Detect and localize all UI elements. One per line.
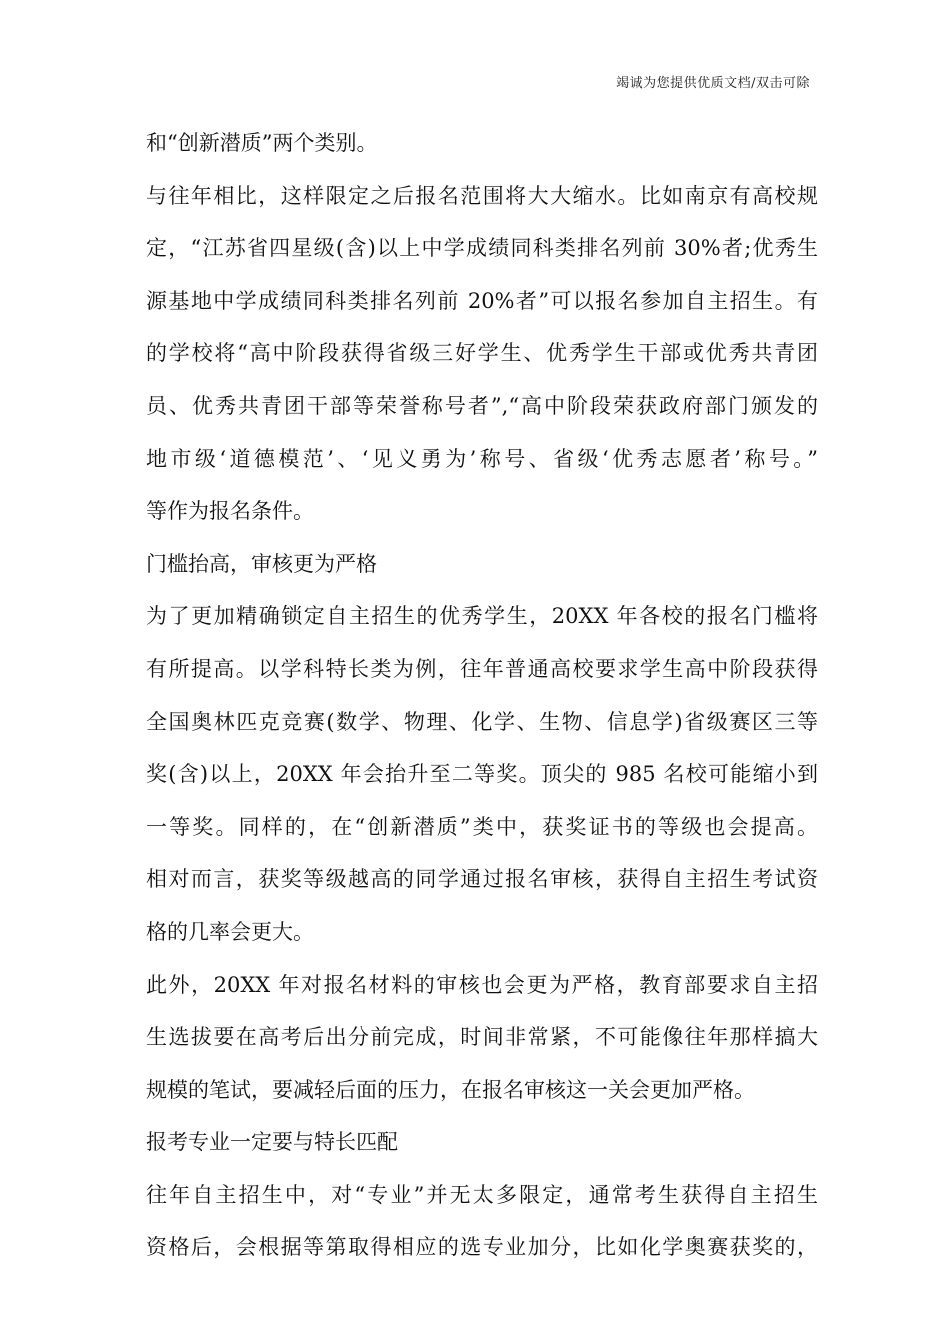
- text-line: 往年自主招生中，对“专业”并无太多限定，通常考生获得自主招生: [146, 1182, 818, 1207]
- text-line: 全国奥林匹克竞赛(数学、物理、化学、生物、信息学)省级赛区三等: [146, 709, 818, 734]
- text-line: 资格后，会根据等第取得相应的选专业加分，比如化学奥赛获奖的，: [146, 1235, 818, 1260]
- text-line: 地市级‘道德模范’、‘见义勇为’称号、省级‘优秀志愿者’称号。”: [146, 446, 818, 471]
- text-line: 等作为报名条件。: [146, 499, 314, 524]
- text-line: 源基地中学成绩同科类排名列前 20%者”可以报名参加自主招生。有: [146, 288, 818, 313]
- text-line: 奖(含)以上，20XX 年会抬升至二等奖。顶尖的 985 名校可能缩小到: [146, 762, 818, 787]
- text-line: 有所提高。以学科特长类为例，往年普通高校要求学生高中阶段获得: [146, 656, 818, 681]
- text-line: 生选拔要在高考后出分前完成，时间非常紧，不可能像往年那样搞大: [146, 1025, 818, 1050]
- document-body: [146, 117, 818, 1274]
- text-line: 规模的笔试，要减轻后面的压力，在报名审核这一关会更加严格。: [146, 1077, 755, 1102]
- text-line: 定，“江苏省四星级(含)以上中学成绩同科类排名列前 30%者;优秀生: [146, 236, 818, 261]
- header-note: 竭诚为您提供优质文档/双击可除: [616, 76, 810, 91]
- text-line: 门槛抬高，审核更为严格: [146, 551, 377, 576]
- text-line: 与往年相比，这样限定之后报名范围将大大缩水。比如南京有高校规: [146, 183, 818, 208]
- text-line: 员、优秀共青团干部等荣誉称号者”,“高中阶段荣获政府部门颁发的: [146, 393, 818, 418]
- text-line: 报考专业一定要与特长匹配: [146, 1130, 398, 1155]
- text-line: 一等奖。同样的，在“创新潜质”类中，获奖证书的等级也会提高。: [146, 814, 818, 839]
- text-line: 格的几率会更大。: [146, 919, 314, 944]
- text-line: 为了更加精确锁定自主招生的优秀学生，20XX 年各校的报名门槛将: [146, 604, 818, 629]
- text-line: 相对而言，获奖等级越高的同学通过报名审核，获得自主招生考试资: [146, 867, 818, 892]
- text-line: 和“创新潜质”两个类别。: [146, 131, 378, 155]
- text-line: 此外，20XX 年对报名材料的审核也会更为严格，教育部要求自主招: [146, 972, 818, 997]
- text-line: 的学校将“高中阶段获得省级三好学生、优秀学生干部或优秀共青团: [146, 341, 818, 366]
